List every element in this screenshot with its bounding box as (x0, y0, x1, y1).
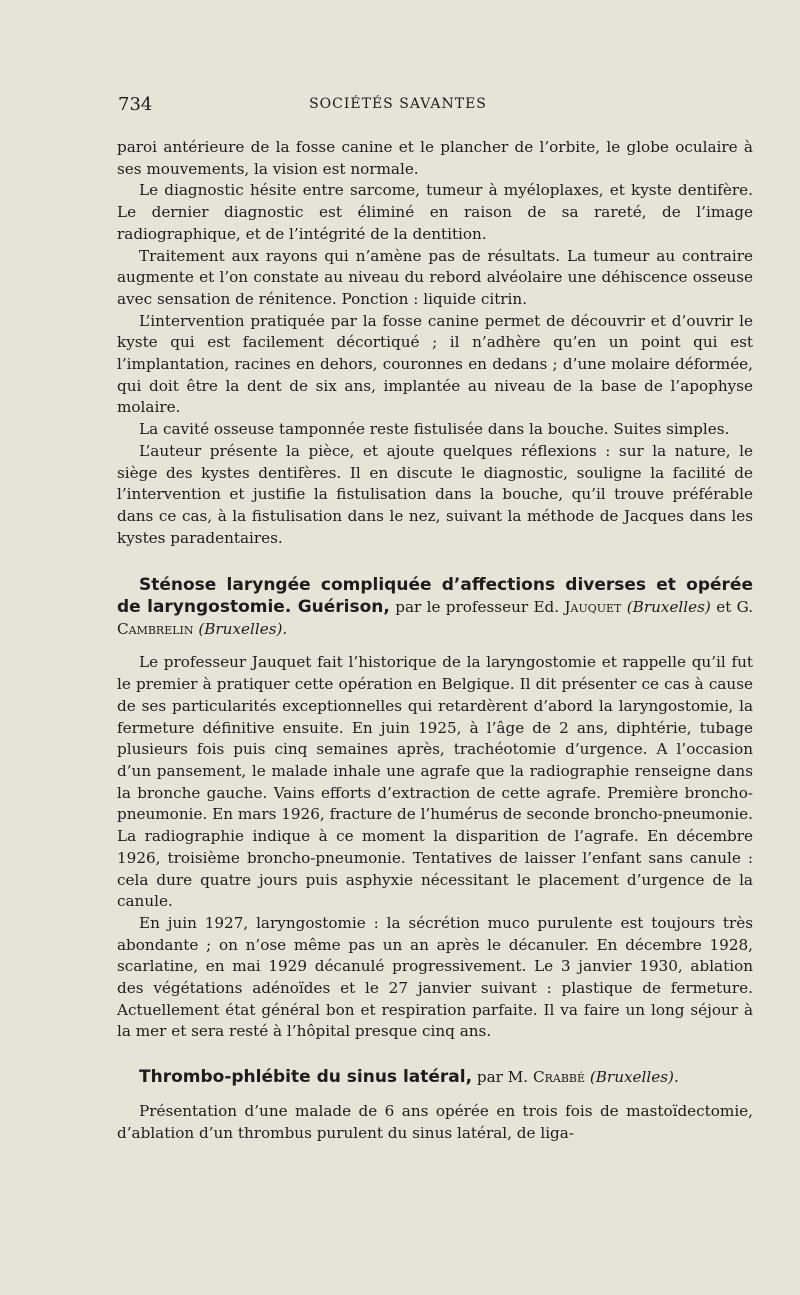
running-header (118, 94, 758, 114)
section-thrombo-phlebite (117, 1067, 753, 1144)
author-name: Crabbé (532, 1068, 586, 1087)
running-title: SOCIÉTÉS SAVANTES (309, 96, 487, 112)
byline-conjunction: et G. (716, 598, 754, 617)
page-number: 734 (118, 94, 153, 115)
section-title: Sténose laryngée compliquée d’affections diverses et opérée de laryngostomie. Guérison, (117, 575, 753, 618)
section-heading (117, 1067, 753, 1089)
paragraph: La cavité osseuse tamponnée reste fistulisée dans la bouche. Suites simples. (139, 420, 730, 439)
section-heading (117, 575, 753, 640)
author-city: (Bruxelles). (589, 1068, 679, 1087)
paragraph: L’intervention pratiquée par la fosse canine permet de découvrir et d’ouvrir le kyste qui est facilement décortiqué ; il n’adhère qu’en un point qui est l’implantation, racines en dehors, couronnes en dedans ; d’une molaire déformée, qui doit être la dent de six ans, implantée au niveau de la base de l’apophyse molaire. (117, 311, 753, 417)
paragraph: Le professeur Jauquet fait l’historique de la laryngostomie et rappelle qu’il fut le premier à pratiquer cette opération en Belgique. Il dit présenter ce cas à cause de ses particularités exceptionnelles qui retardèrent d’abord la laryngostomie, la fermeture définitive ensuite. En juin 1925, à l’âge de 2 ans, diphtérie, tubage plusieurs fois puis cinq semaines après, trachéotomie d’urgence. A l’occasion d’un pansement, le malade inhale une agrafe que la radiographie renseigne dans la bronche gauche. Vains efforts d’extraction de cette agrafe. Première broncho-pneumonie. En mars 1926, fracture de l’humérus de seconde broncho-pneumonie. La radiographie indique à ce moment la disparition de l’agrafe. En décembre 1926, troisième broncho-pneumonie. Tentatives de laisser l’enfant sans canule : cela dure quatre jours puis asphyxie nécessitant le placement d’urgence de la canule. (117, 653, 753, 911)
paragraph: Le diagnostic hésite entre sarcome, tumeur à myéloplaxes, et kyste dentifère. Le dernier diagnostic est éliminé en raison de sa rareté, de l’image radiographique, et de l’intégrité de la dentition. (117, 181, 753, 243)
author-city: (Bruxelles). (198, 619, 288, 638)
section-title: Thrombo-phlébite du sinus latéral, (139, 1067, 473, 1088)
author-city: (Bruxelles) (626, 598, 711, 617)
byline-prefix: par le professeur Ed. (395, 598, 560, 617)
paragraph: Présentation d’une malade de 6 ans opérée en trois fois de mastoïdectomie, d’ablation d’un thrombus purulent du sinus latéral, de liga- (117, 1101, 753, 1142)
paragraph: Traitement aux rayons qui n’amène pas de résultats. La tumeur au contraire augmente et l’on constate au niveau du rebord alvéolaire une déhiscence osseuse avec sensation de rénitence. Ponction : liquide citrin. (117, 246, 753, 308)
paragraph: paroi antérieure de la fosse canine et le plancher de l’orbite, le globe oculaire à ses mouvements, la vision est normale. (117, 138, 753, 178)
page-body (117, 137, 753, 1144)
author-name: Jauquet (564, 598, 622, 617)
section-stenose-laryngee (117, 575, 753, 1043)
author-name: Cambrelin (117, 619, 194, 638)
paragraph: L’auteur présente la pièce, et ajoute quelques réflexions : sur la nature, le siège des kystes dentifères. Il en discute le diagnostic, souligne la facilité de l’intervention et justifie la fistulisation dans la bouche, qu’il trouve préférable dans ce cas, à la fistulisation dans le nez, suivant la méthode de Jacques dans les kystes paradentaires. (117, 441, 753, 547)
paragraph: En juin 1927, laryngostomie : la sécrétion muco purulente est toujours très abondante ; on n’ose même pas un an après le décanuler. En décembre 1928, scarlatine, en mai 1929 décanulé progressivement. Le 3 janvier 1930, ablation des végétations adénoïdes et le 27 janvier suivant : plastique de fermeture. Actuellement état général bon et respiration parfaite. Il va faire un long séjour à la mer et sera resté à l’hôpital presque cinq ans. (117, 913, 753, 1041)
byline-prefix: par M. (476, 1068, 529, 1087)
